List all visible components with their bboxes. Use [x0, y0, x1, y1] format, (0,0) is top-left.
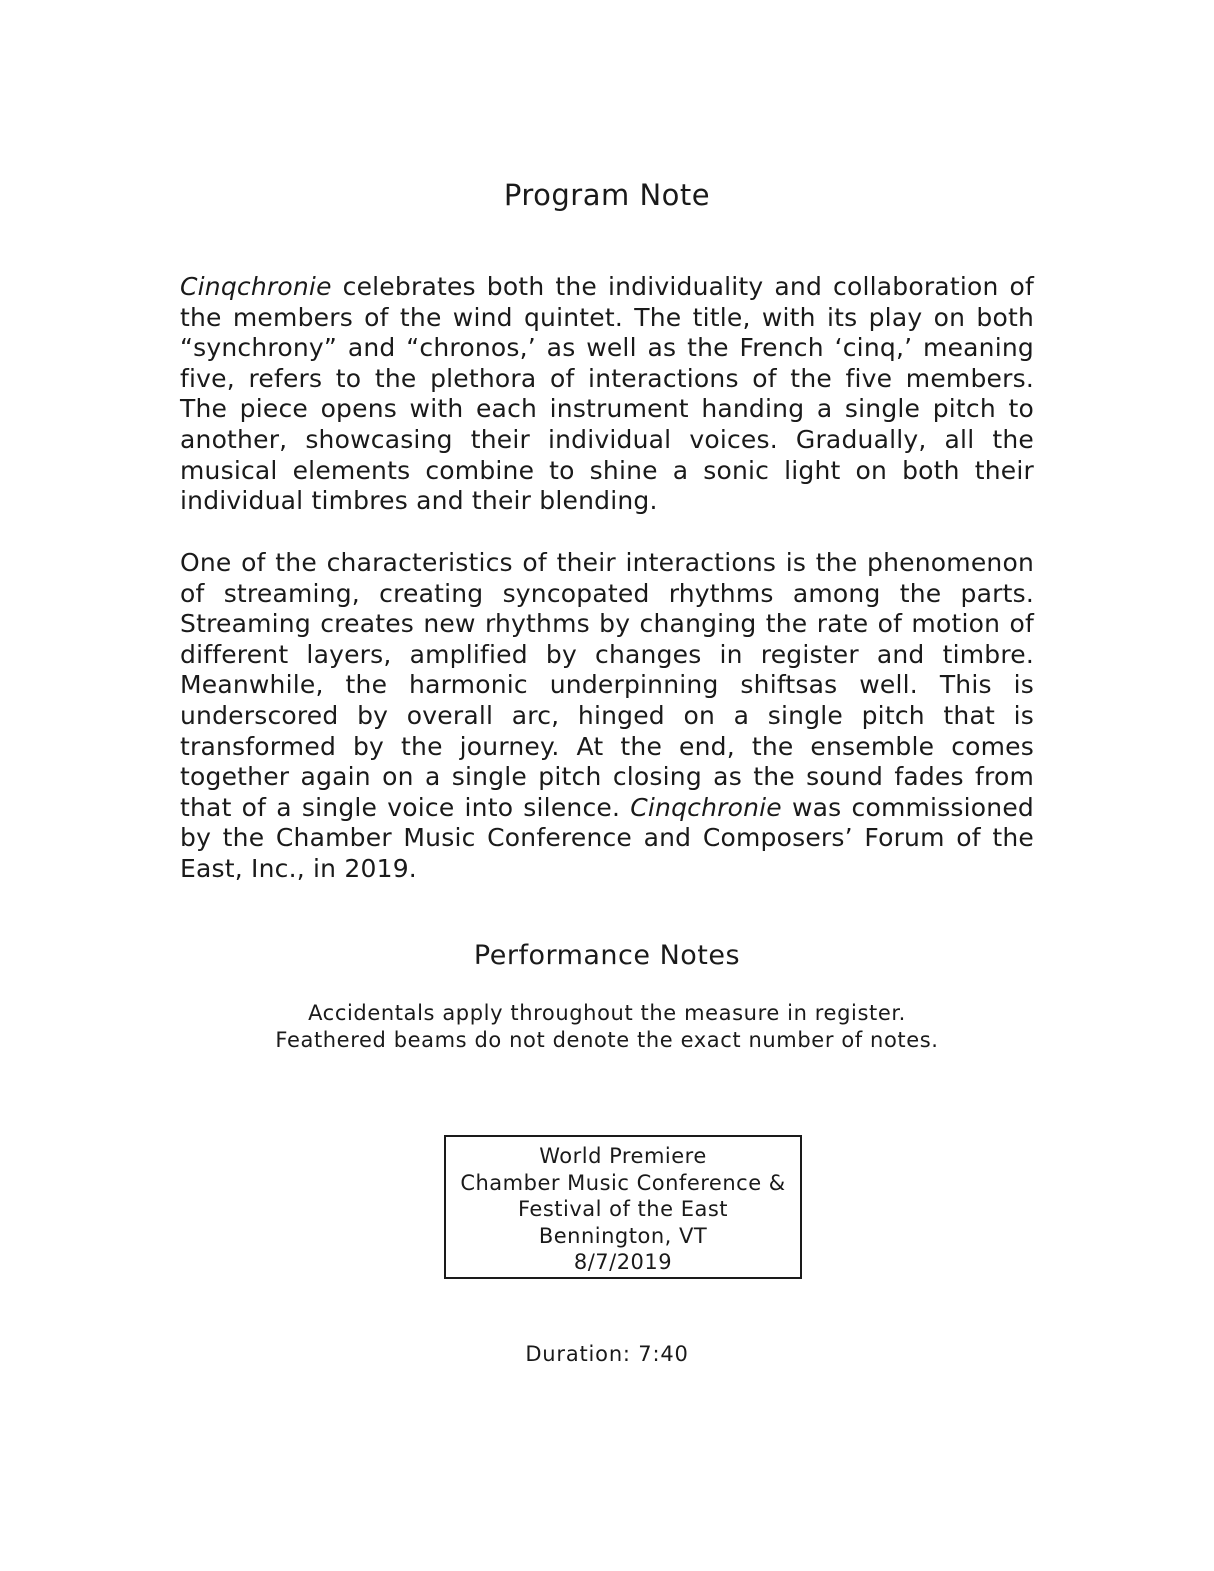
premiere-line: Bennington, VT [538, 1223, 708, 1248]
paragraph-2-text-b: was commissioned by the Chamber Music Conference and Composers’ Forum of the East, Inc., in 2019. [180, 792, 1034, 883]
paragraph-2-text-a: One of the characteristics of their interactions is the phenomenon of streaming, creating syncopated rhythms among the parts. Streaming creates new rhythms by changing the rate of motion of different layers, amplified by changes in register and timbre. Meanwhile, the harmonic underpinning shiftsas well. This is underscored by overall arc, hinged on a single pitch that is transformed by the journey. At the end, the ensemble comes together again on a single pitch closing as the sound fades from that of a single voice into silence. [180, 548, 1034, 822]
premiere-line: Chamber Music Conference & [460, 1170, 786, 1195]
program-note-title: Program Note [503, 178, 711, 212]
program-note-paragraph-2 [180, 548, 1034, 885]
paragraph-1-text: celebrates both the individuality and collaboration of the members of the wind quintet. The title, with its play on both “synchrony” and “chronos,’ as well as the French ‘cinq,’ meaning five, refers to the plethora of interactions of the five members. The piece opens with each instrument handing a single pitch to another, showcasing their individual voices. Gradually, all the musical elements combine to shine a sonic light on both their individual timbres and their blending. [180, 272, 1034, 516]
performance-note-line: Feathered beams do not denote the exact number of notes. [275, 1028, 939, 1052]
premiere-date: 8/7/2019 [573, 1250, 673, 1274]
program-note-paragraph-1 [180, 272, 1034, 517]
premiere-line: World Premiere [539, 1144, 707, 1168]
work-title-italic: Cinqchronie [630, 792, 782, 822]
duration-text: Duration: 7:40 [525, 1342, 689, 1366]
work-title-italic: Cinqchronie [180, 272, 332, 301]
performance-note-line: Accidentals apply throughout the measure in register. [308, 1001, 906, 1025]
world-premiere-box [444, 1135, 802, 1279]
performance-notes-title: Performance Notes [473, 940, 741, 971]
performance-notes-list [0, 1000, 1214, 1054]
premiere-line: Festival of the East [517, 1197, 729, 1221]
